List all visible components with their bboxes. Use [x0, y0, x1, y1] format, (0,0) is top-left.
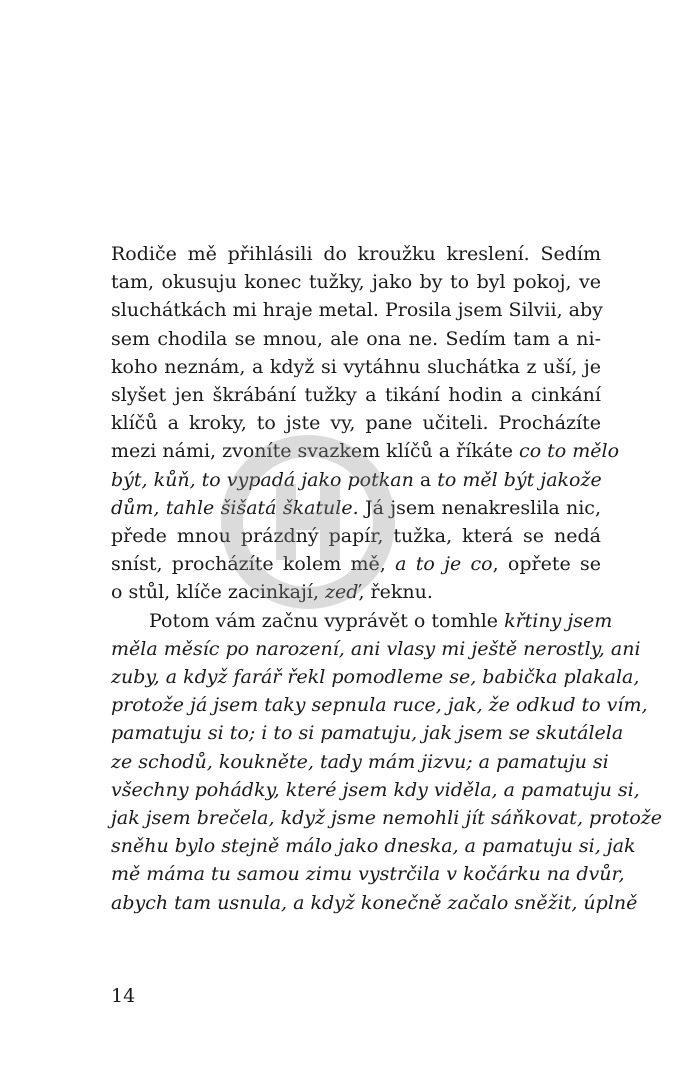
italic-segment: měla měsíc po narození, ani vlasy mi ještě nerostly, ani [111, 637, 641, 660]
text-line [111, 832, 636, 860]
italic-segment: a to je co [395, 553, 493, 576]
italic-segment: co to mělo [519, 440, 620, 463]
text-segment: o stůl, klíče zacinkají, [111, 581, 326, 604]
text-line [111, 437, 620, 465]
italic-segment: všechny pohádky, které jsem kdy viděla, a pamatuju si, [111, 778, 640, 801]
text-line [111, 748, 609, 776]
italic-segment: abych tam usnula, a když konečně začalo sněžit, úplně [111, 891, 638, 914]
italic-segment: to měl být jakože [437, 468, 602, 491]
text-segment: Já jsem nenakreslila nic, [358, 496, 601, 519]
text-segment: koho neznám, a když si vytáhnu sluchátka z uší, je [111, 355, 601, 378]
text-line [111, 240, 601, 268]
text-segment: přede mnou prázdný papír, tužka, která se nedá [111, 525, 601, 548]
text-line [111, 635, 641, 663]
page-number: 14 [111, 985, 136, 1007]
body-text [111, 240, 663, 917]
text-line [111, 296, 601, 324]
text-line [111, 268, 601, 296]
text-line [111, 381, 601, 409]
text-line [111, 494, 601, 522]
text-line [111, 860, 625, 888]
italic-segment: křtiny jsem [504, 609, 613, 632]
italic-segment: zeď [325, 581, 359, 604]
text-segment: Potom vám začnu vyprávět o tomhle [149, 609, 505, 632]
text-segment: , řeknu. [358, 581, 433, 604]
italic-segment: zuby, a když farář řekl pomodleme se, babička plakala, [111, 666, 640, 689]
italic-segment: mě máma tu samou zimu vystrčila v kočárku na dvůr, [111, 863, 625, 886]
italic-segment: dům, tahle šišatá škatule. [111, 496, 359, 519]
paragraph [111, 607, 663, 917]
text-line [111, 550, 601, 578]
italic-segment: sněhu bylo stejně málo jako dneska, a pamatuju si, jak [111, 835, 636, 858]
text-line [111, 691, 648, 719]
text-segment: tam, okusuju konec tužky, jako by to byl pokoj, ve [111, 271, 601, 294]
text-segment: sluchátkách mi hraje metal. Prosila jsem Silvii, aby [111, 299, 603, 322]
text-segment: slyšet jen škrábání tužky a tikání hodin a cinkání [111, 384, 601, 407]
text-segment: sem chodila se mnou, ale ona ne. Sedím tam a ni- [111, 327, 601, 350]
text-segment: klíčů a kroky, to jste vy, pane učiteli. Procházíte [111, 412, 601, 435]
italic-segment: protože já jsem taky sepnula ruce, jak, že odkud to vím, [111, 694, 648, 717]
text-line [111, 607, 613, 635]
italic-segment: jak jsem brečela, když jsme nemohli jít sáňkovat, protože [111, 807, 663, 830]
italic-segment: pamatuju si to; i to si pamatuju, jak jsem se skutálela [111, 722, 624, 745]
text-segment: , opřete se [492, 553, 601, 576]
italic-segment: ze schodů, koukněte, tady mám jizvu; a pamatuju si [111, 750, 609, 773]
paragraph [111, 240, 620, 607]
text-line [111, 578, 601, 606]
text-line [111, 409, 601, 437]
text-line [111, 889, 638, 917]
text-line [111, 353, 601, 381]
text-line [111, 776, 640, 804]
text-line [111, 663, 640, 691]
text-line [111, 466, 601, 494]
text-line [111, 325, 601, 353]
text-segment: mezi námi, zvoníte svazkem klíčů a říkáte [111, 440, 520, 463]
text-line [111, 719, 624, 747]
text-segment: sníst, procházíte kolem mě, [111, 553, 396, 576]
text-line [111, 522, 601, 550]
italic-segment: být, kůň, to vypadá jako potkan [111, 468, 414, 491]
text-line [111, 804, 663, 832]
text-segment: a [413, 468, 438, 491]
text-segment: Rodiče mě přihlásili do kroužku kreslení. Sedím [111, 243, 601, 265]
